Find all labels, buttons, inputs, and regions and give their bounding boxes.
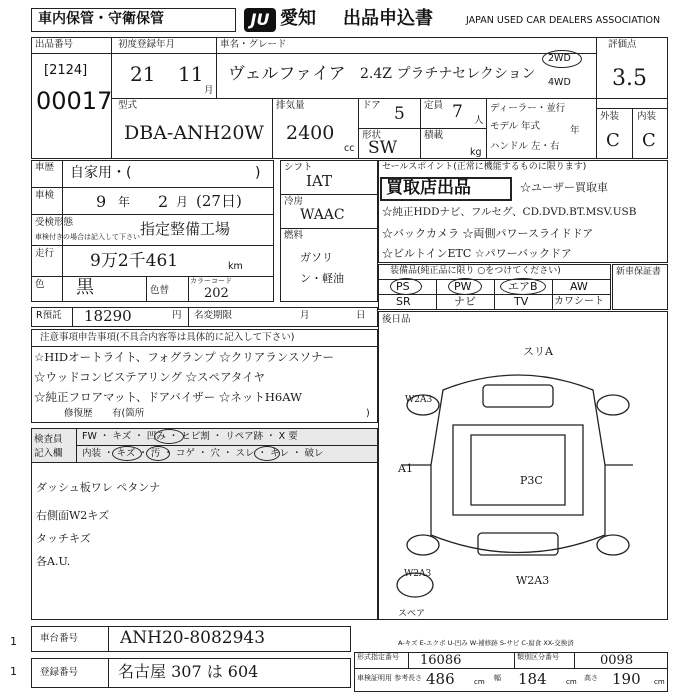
equip-sr: SR [396,295,411,308]
load-unit: kg [470,147,482,158]
dealer-label: ディーラー・並行 [490,103,566,114]
recycle-value: 18290 [84,307,132,325]
plate-value: 名古屋 307 は 604 [118,662,259,681]
mark-left-side: A1 [398,462,413,475]
equip-tv: TV [514,295,529,308]
lot-label: 出品番号 [35,39,74,50]
model-label: 型式 [118,100,138,111]
load-label: 積載 [424,130,444,141]
displacement-label: 排気量 [276,100,305,111]
diagram-label: 後日品 [382,314,411,325]
handle-label: ハンドル 左・右 [490,141,560,152]
length-label: 長さ [408,674,422,682]
repair-close: ) [366,408,370,419]
category-value: 0098 [600,653,634,668]
car-name-label: 車名・グレード [220,39,287,50]
selling-point-4: ☆ビルトインETC ☆パワーバックドア [382,247,572,260]
ju-logo [244,8,276,32]
transfer-day: 日 [356,310,366,321]
chassis-label: 車台番号 [40,633,79,644]
damage-legend: A-キズ E-エクボ U-凹み W-補修跡 S-サビ C-腐食 XX-交換済 [398,639,574,647]
reg-month-unit: 月 [204,85,214,96]
body-type-value: SW [368,138,398,158]
inspector-interior-row: 内装 ・ キズ ・ 汚 ・ コゲ ・ 穴 ・ スレ ・ キレ ・ 破レ [82,448,324,459]
mark-front-bumper: スリA [523,345,553,358]
width-value: 184 [518,670,547,688]
model-year-unit: 年 [570,125,580,136]
import-type-value: 指定整備工場 [140,220,231,238]
mileage-value: 9万2千461 [90,251,179,271]
interior-grade: C [642,130,656,151]
equipment-label: 装備品(純正品に限り ○をつけてください) [390,266,561,276]
mark-front-left: W2A3 [405,395,433,405]
mileage-label: 走行 [35,248,55,259]
lot-number: 00017 [36,87,113,115]
reg-year: 21 [130,62,156,86]
equip-aw: AW [570,280,588,293]
equip-pw: PW [454,280,472,293]
mark-rear: W2A3 [516,574,550,587]
plate-label: 登録番号 [40,667,79,678]
note-line-2: ☆ウッドコンビステアリング ☆スペアタイヤ [34,370,266,384]
row-tick-1: 1 [10,635,17,648]
mark-roof: P3C [520,474,543,487]
category-label: 類別区分番号 [517,653,559,661]
equip-seat: カワシート [554,296,604,307]
drive-4wd: 4WD [548,77,571,88]
association-name: JAPAN USED CAR DEALERS ASSOCIATION [466,15,661,26]
doors-value: 5 [394,104,405,124]
model-year-label: モデル 年式 [490,121,541,132]
body-type-label: 形状 [362,130,382,141]
recycle-unit: 円 [172,310,182,321]
exterior-grade: C [606,130,620,151]
history-label: 車歴 [35,162,55,173]
transfer-label: 名変期限 [194,310,233,321]
buyout-label: 買取店出品 [386,178,471,198]
fuel-label: 燃料 [284,230,304,241]
recycle-label: R預託 [36,310,62,321]
interior-label: 内装 [637,111,657,122]
scratch-circle [112,446,142,461]
import-type-sub: 車検付きの場合は記入して下さい [35,233,140,241]
selling-point-2: ☆純正HDDナビ、フルセグ、CD.DVD.BT.MSV.USB [382,206,637,218]
selling-point-1: ☆ユーザー買取車 [520,181,608,194]
shift-label: シフト [284,162,313,173]
model-value: DBA-ANH20W [124,122,264,144]
inspector-note-3: タッチキズ [36,532,91,545]
selling-points-label: セールスポイント(正常に機能するものに限ります) [382,162,587,172]
inspector-label: 検査員 記入欄 [34,434,63,460]
shaken-month: 2 [158,192,169,211]
inspector-exterior-row: FW ・ キズ ・ 凹み ・ ヒビ割 ・ リペア跡 ・ X 要 [82,431,298,442]
capacity-value: 7 [452,102,463,122]
displacement-value: 2400 [286,122,335,144]
doors-label: ドア [362,100,381,111]
ac-label: 冷房 [284,196,304,207]
capacity-label: 定員 [424,100,444,111]
color-label: 色 [35,279,45,290]
type-designation-label: 形式指定番号 [357,653,399,661]
shaken-label: 車検 [35,190,55,201]
mark-rear-left: W2A3 [404,569,432,579]
reg-year-label: 初度登録年月 [118,39,176,50]
color-code-label: カラーコード [190,277,232,285]
color-value: 黒 [76,277,94,298]
car-name: ヴェルファイア [228,64,346,84]
color-code: 202 [204,286,229,301]
equip-navi: ナビ [454,295,476,308]
grade-value: 3.5 [612,66,647,91]
exterior-label: 外装 [600,111,620,122]
wear-circle [254,446,280,461]
inspector-note-4: 各A.U. [36,555,71,568]
notes-label: 注意事項申告事項(不具合内容等は具体的に記入して下さい) [40,332,295,343]
note-line-3: ☆純正フロアマット、ドアバイザー ☆ネットH6AW [34,390,302,404]
history-close: ) [255,165,261,181]
grade-label: 評価点 [608,39,637,50]
equip-ps: PS [396,280,410,293]
color-num-label: 色替 [150,285,170,296]
org-name: 愛知 [280,8,316,29]
equip-airbag: エアB [508,280,538,293]
height-unit: cm [654,678,665,686]
storage-note: 車内保管・守衛保管 [38,11,164,27]
transfer-month: 月 [300,310,310,321]
shaken-day: (27日) [196,192,242,210]
ac-value: WAAC [300,207,345,223]
capacity-unit: 人 [474,115,484,126]
length-unit: cm [474,678,485,686]
height-label: 高さ [584,674,598,682]
ju-logo-text: JU [250,10,270,29]
fuel-options: ガソリン・軽油 [300,251,344,285]
mileage-unit: km [228,261,243,272]
stain-circle [146,446,170,461]
shaken-month-unit: 月 [176,195,189,209]
height-value: 190 [612,670,641,688]
dent-circle [154,429,184,444]
shaken-year-unit: 年 [118,195,131,209]
import-type-label: 受検形態 [35,217,74,228]
form-title: 出品申込書 [343,8,433,29]
inspector-note-2: 右側面W2キズ [36,509,110,522]
lot-bracket: [2124] [44,63,88,78]
car-grade: 2.4Z プラチナセレクション [360,66,536,82]
width-unit: cm [566,678,577,686]
shift-value: IAT [306,172,332,190]
length-value: 486 [426,670,455,688]
repair-value: 有(箇所 [112,408,145,419]
chassis-value: ANH20-8082943 [120,628,266,648]
dimensions-label: 車検証明用 参考 [357,674,409,682]
selling-point-3: ☆バックカメラ ☆両側パワースライドドア [382,227,594,240]
history-value: 自家用・( [70,165,132,181]
drive-2wd: 2WD [548,53,571,64]
inspector-note-1: ダッシュ板ワレ ペタンナ [36,481,161,494]
reg-month: 11 [178,62,204,86]
repair-label: 修復歴 [64,408,93,419]
displacement-unit: cc [344,143,355,154]
width-label: 幅 [494,674,501,682]
type-designation-value: 16086 [420,653,462,668]
spare-label: スペア [398,609,426,619]
shaken-year: 9 [96,192,107,211]
warranty-label: 新車保証書 [616,267,662,277]
row-tick-2: 1 [10,665,17,678]
note-line-1: ☆HIDオートライト、フォグランプ ☆クリアランスソナー [34,350,334,364]
